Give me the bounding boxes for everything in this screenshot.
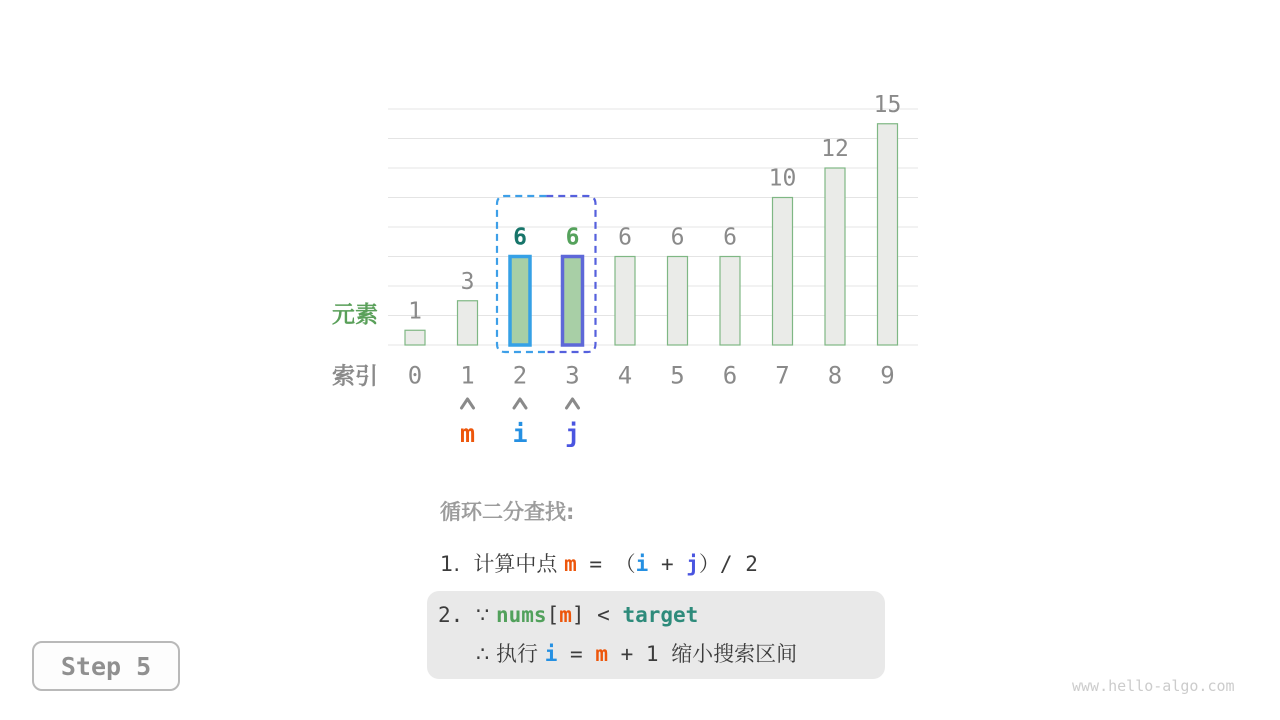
index-label: 6 [722,361,738,390]
text-token: nums [495,603,547,627]
text-token: 2. [438,603,476,627]
bar-value-label: 15 [873,91,902,118]
step-badge: Step 5 [32,641,180,691]
text-token: ） [698,552,720,576]
bar-value-label: 6 [723,224,737,251]
bar-value-label: 6 [618,224,632,251]
step2-highlight-box [427,591,885,679]
text-token: j [686,552,699,576]
text-token: = [576,552,615,576]
index-label: 3 [565,361,580,390]
bar-chart [320,70,960,460]
text-token: （ [614,552,636,576]
text-token: ∴ 执行 [476,642,545,666]
bar-j-highlight [563,257,583,346]
bar [878,124,898,345]
y-axis-label: 元素 [332,302,378,328]
bar [668,257,688,346]
bar-value-label: 12 [821,136,849,162]
pointer-label-j: j [564,419,581,448]
bar-i-highlight [510,257,530,346]
bar-value-label: 6 [670,224,685,251]
bar-value-label: 6 [565,224,580,251]
text-token: m [595,642,608,666]
index-label: 0 [407,361,423,390]
index-label: 9 [880,361,895,390]
text-token: i [635,552,649,576]
pointer-caret-j [567,399,579,408]
bar [458,301,478,345]
pointer-caret-i [514,399,526,408]
text-token: / 2 [719,552,758,576]
text-token: + 1 [607,642,672,666]
text-token: i [544,642,558,666]
bar-value-label: 1 [408,298,422,325]
text-token: 1. 计算中点 [440,552,565,576]
bar [825,168,845,345]
section-heading: 循环二分查找: [440,500,575,524]
step2-action [476,638,797,668]
index-label: 8 [827,361,843,390]
step1-formula [440,548,758,578]
pointer-label-m: m [459,419,476,448]
pointer-label-i: i [512,419,528,448]
bar [615,257,635,346]
text-token: + [648,552,687,576]
text-token: m [559,603,572,627]
index-label: 1 [460,361,475,390]
index-label: 7 [775,361,790,390]
index-label: 2 [512,361,528,390]
x-axis-label: 索引 [332,363,378,390]
text-token: ] < [571,603,623,627]
bar-value-label: 3 [460,268,475,295]
bar-value-label: 6 [513,224,527,251]
text-token: = [557,642,596,666]
text-token: [ [546,603,560,627]
step2-condition [438,603,698,627]
text-token: target [622,603,699,627]
index-label: 4 [617,361,633,390]
bar [773,198,793,346]
pointer-caret-m [462,399,474,408]
chart-svg [320,70,960,460]
bar [405,330,425,345]
bar [720,257,740,346]
text-token: 缩小搜索区间 [671,642,798,666]
index-label: 5 [670,361,685,390]
text-token: m [564,552,577,576]
bar-value-label: 10 [768,165,797,192]
watermark: www.hello-algo.com [1072,677,1235,695]
text-token: ∵ [475,603,496,627]
